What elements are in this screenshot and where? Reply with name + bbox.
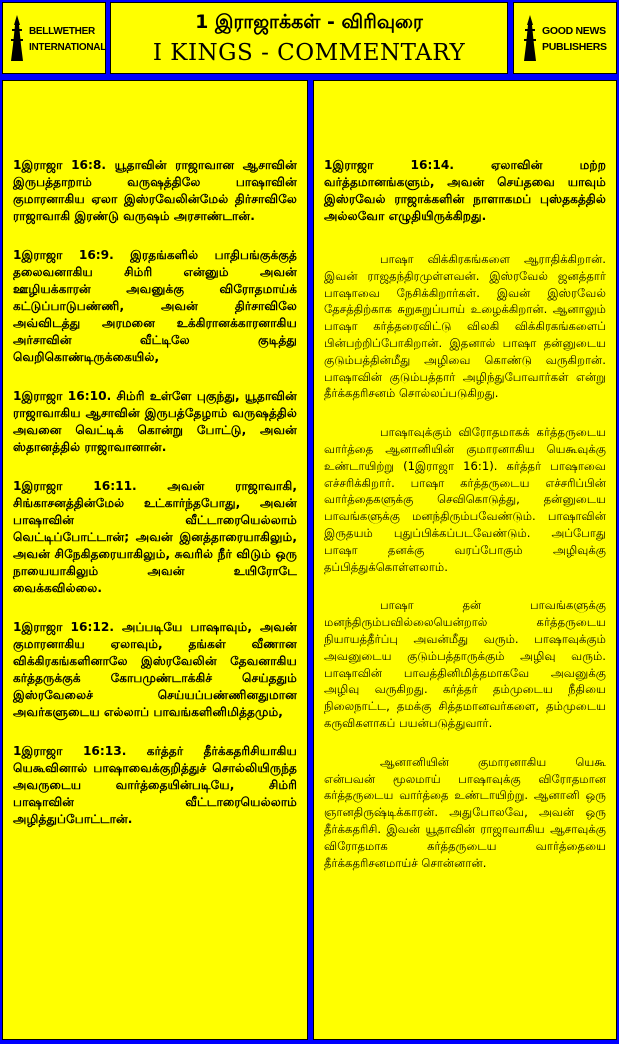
tower-icon [9, 15, 25, 61]
verse-16-10: 1இராஜா 16:10. சிம்ரி உள்ளே புகுந்து, யூதாவின் ராஜாவாகிய ஆசாவின் இருபத்தேழாம் வருஷத்தில் அவனை வெட்டிக் கொன்று போட்டு, அவன் ஸ்தானத்தில் ராஜாவானான். [13, 389, 297, 454]
logo-left-line1: BELLWETHER [29, 26, 95, 37]
verse-16-14: 1இராஜா 16:14. ஏலாவின் மற்ற வர்த்தமானங்களும், அவன் செய்தவை யாவும் இஸ்ரவேல் ராஜாக்களின் நாளாகமப் புஸ்தகத்தில் அல்லவோ எழுதியிருக்கிறது. [324, 158, 606, 223]
tower-icon [522, 15, 538, 61]
left-column [2, 80, 308, 1040]
logo-right-line2: PUBLISHERS [542, 41, 607, 53]
publisher-logo-left [2, 2, 106, 74]
logo-right-line1: GOOD NEWS [542, 25, 606, 37]
verse-16-8: 1இராஜா 16:8. யூதாவின் ராஜாவான ஆசாவின் இருபத்தாறாம் வருஷத்திலே பாஷாவின் குமாரனாகிய ஏலா இஸ்ரவேலின்மேல் திர்சாவிலே ராஜாவாகி இரண்டு வருஷம் அரசாண்டான். [13, 158, 297, 223]
verse-16-12: 1இராஜா 16:12. அப்படியே பாஷாவும், அவன் குமாரனாகிய ஏலாவும், தங்கள் வீணான விக்கிரகங்களினாலே இஸ்ரவேலின் தேவனாகிய கர்த்தருக்குக் கோபமுண்டாக்கிச் செய்ததும் இஸ்ரவேலைச் செய்யப்பண்ணினதுமான அவர்களுடைய எல்லாப் பாவங்களினிமித்தமும், [13, 620, 297, 719]
verse-16-11: 1இராஜா 16:11. அவன் ராஜாவாகி, சிங்காசனத்தின்மேல் உட்கார்ந்தபோது, அவன் பாஷாவின் வீட்டாரையெல்லாம் வெட்டிப்போட்டான்; அவன் இனத்தாரையாகிலும், அவன் சிநேகிதரையாகிலும், சுவரில் நீர் விடும் ஒரு நாயையாகிலும் அவன் உயிரோடே வைக்கவில்லை. [13, 479, 297, 595]
commentary-paragraph: பாஷா தன் பாவங்களுக்கு மனந்திரும்பவில்லையென்றால் கர்த்தருடைய நியாயத்தீர்ப்பு அவன்மீது வரும். பாஷாவுக்கும் அவனுடைய குடும்பத்தாருக்கும் அழிவு வரும். பாஷாவின் பாவத்தினிமித்தமாகவே அவனுக்கு அழிவு வருகிறது. கர்த்தர் தம்முடைய நீதியை நிலைநாட்ட, தமக்கு சித்தமானவர்களை, தம்முடைய கருவிகளாகப் பயன்படுத்துவார். [324, 598, 606, 730]
right-column [313, 80, 617, 1040]
logo-left-line2: INTERNATIONAL [29, 42, 107, 53]
verse-16-13: 1இராஜா 16:13. கர்த்தர் தீர்க்கதரிசியாகிய யெகூவினால் பாஷாவைக்குறித்துச் சொல்லியிருந்த அவருடைய வார்த்தையின்படியே, சிம்ரி பாஷாவின் வீட்டாரையெல்லாம் அழித்துப்போட்டான். [13, 744, 297, 826]
publisher-logo-right [513, 2, 617, 74]
title-english: I KINGS - COMMENTARY [152, 40, 466, 66]
commentary-paragraph: பாஷாவுக்கும் விரோதமாகக் கர்த்தருடைய வார்த்தை ஆனானியின் குமாரனாகிய யெகூவுக்கு உண்டாயிற்று (1இராஜா 16:1). கர்த்தர் பாஷாவை எச்சரிக்கிறார். பாஷா கர்த்தருடைய எச்சரிப்பின் வார்த்தைகளுக்கு செவிகொடுத்து, தன்னுடைய பாவங்களுக்கு மனந்திரும்பவேண்டும். பாஷாவின் இருதயம் புதுப்பிக்கப்படவேண்டும். அப்போது பாஷா தனக்கு வரப்போகும் அழிவுக்கு தப்பித்துக்கொள்ளலாம். [324, 425, 606, 574]
commentary-paragraph: ஆனானியின் குமாரனாகிய யெகூ என்பவன் மூலமாய் பாஷாவுக்கு விரோதமான கர்த்தருடைய வார்த்தை உண்டாயிற்று. ஆனானி ஒரு ஞானதிருஷ்டிக்காரன். அதுபோலவே, அவன் ஒரு தீர்க்கதரிசி. இவன் யூதாவின் ராஜாவாகிய ஆசாவுக்கு விரோதமாக கர்த்தருடைய வார்த்தையை தீர்க்கதரிசனமாய்ச் சொன்னான். [324, 754, 606, 870]
page-header [0, 0, 619, 78]
verse-16-9: 1இராஜா 16:9. இரதங்களில் பாதிபங்குக்குத் தலைவனாகிய சிம்ரி என்னும் அவன் ஊழியக்காரன் அவனுக்கு விரோதமாய்க் கட்டுப்பாடுபண்ணி, அவன் திர்சாவிலே அவ்விடத்து அரமனை உக்கிரானக்காரனாகிய அர்சாவின் வீட்டிலே குடித்து வெறிகொண்டிருக்கையில், [13, 248, 297, 364]
commentary-paragraph: பாஷா விக்கிரகங்களை ஆராதிக்கிறான். இவன் ராஜதந்திரமுள்ளவன். இஸ்ரவேல் ஜனத்தார் பாஷாவை நேசிக்கிறார்கள். இவன் இஸ்ரவேல் தேசத்திற்காக சுறுசுறுப்பாய் உழைக்கிறான். ஆனாலும் பாஷா கர்த்தரைவிட்டு விலகி விக்கிரகங்களைப் பின்பற்றிப்போகிறான். இதனால் பாஷா தன்னுடைய குடும்பத்தின்மீது அழிவை கொண்டு வருகிறான். பாஷாவின் குடும்பத்தார் அழிந்துபோவார்கள் என்று தீர்க்கதரிசனம் சொல்லப்படுகிறது. [324, 252, 606, 401]
title-tamil: 1 இராஜாக்கள் - விரிவுரை [195, 11, 423, 33]
title-box [110, 2, 508, 74]
